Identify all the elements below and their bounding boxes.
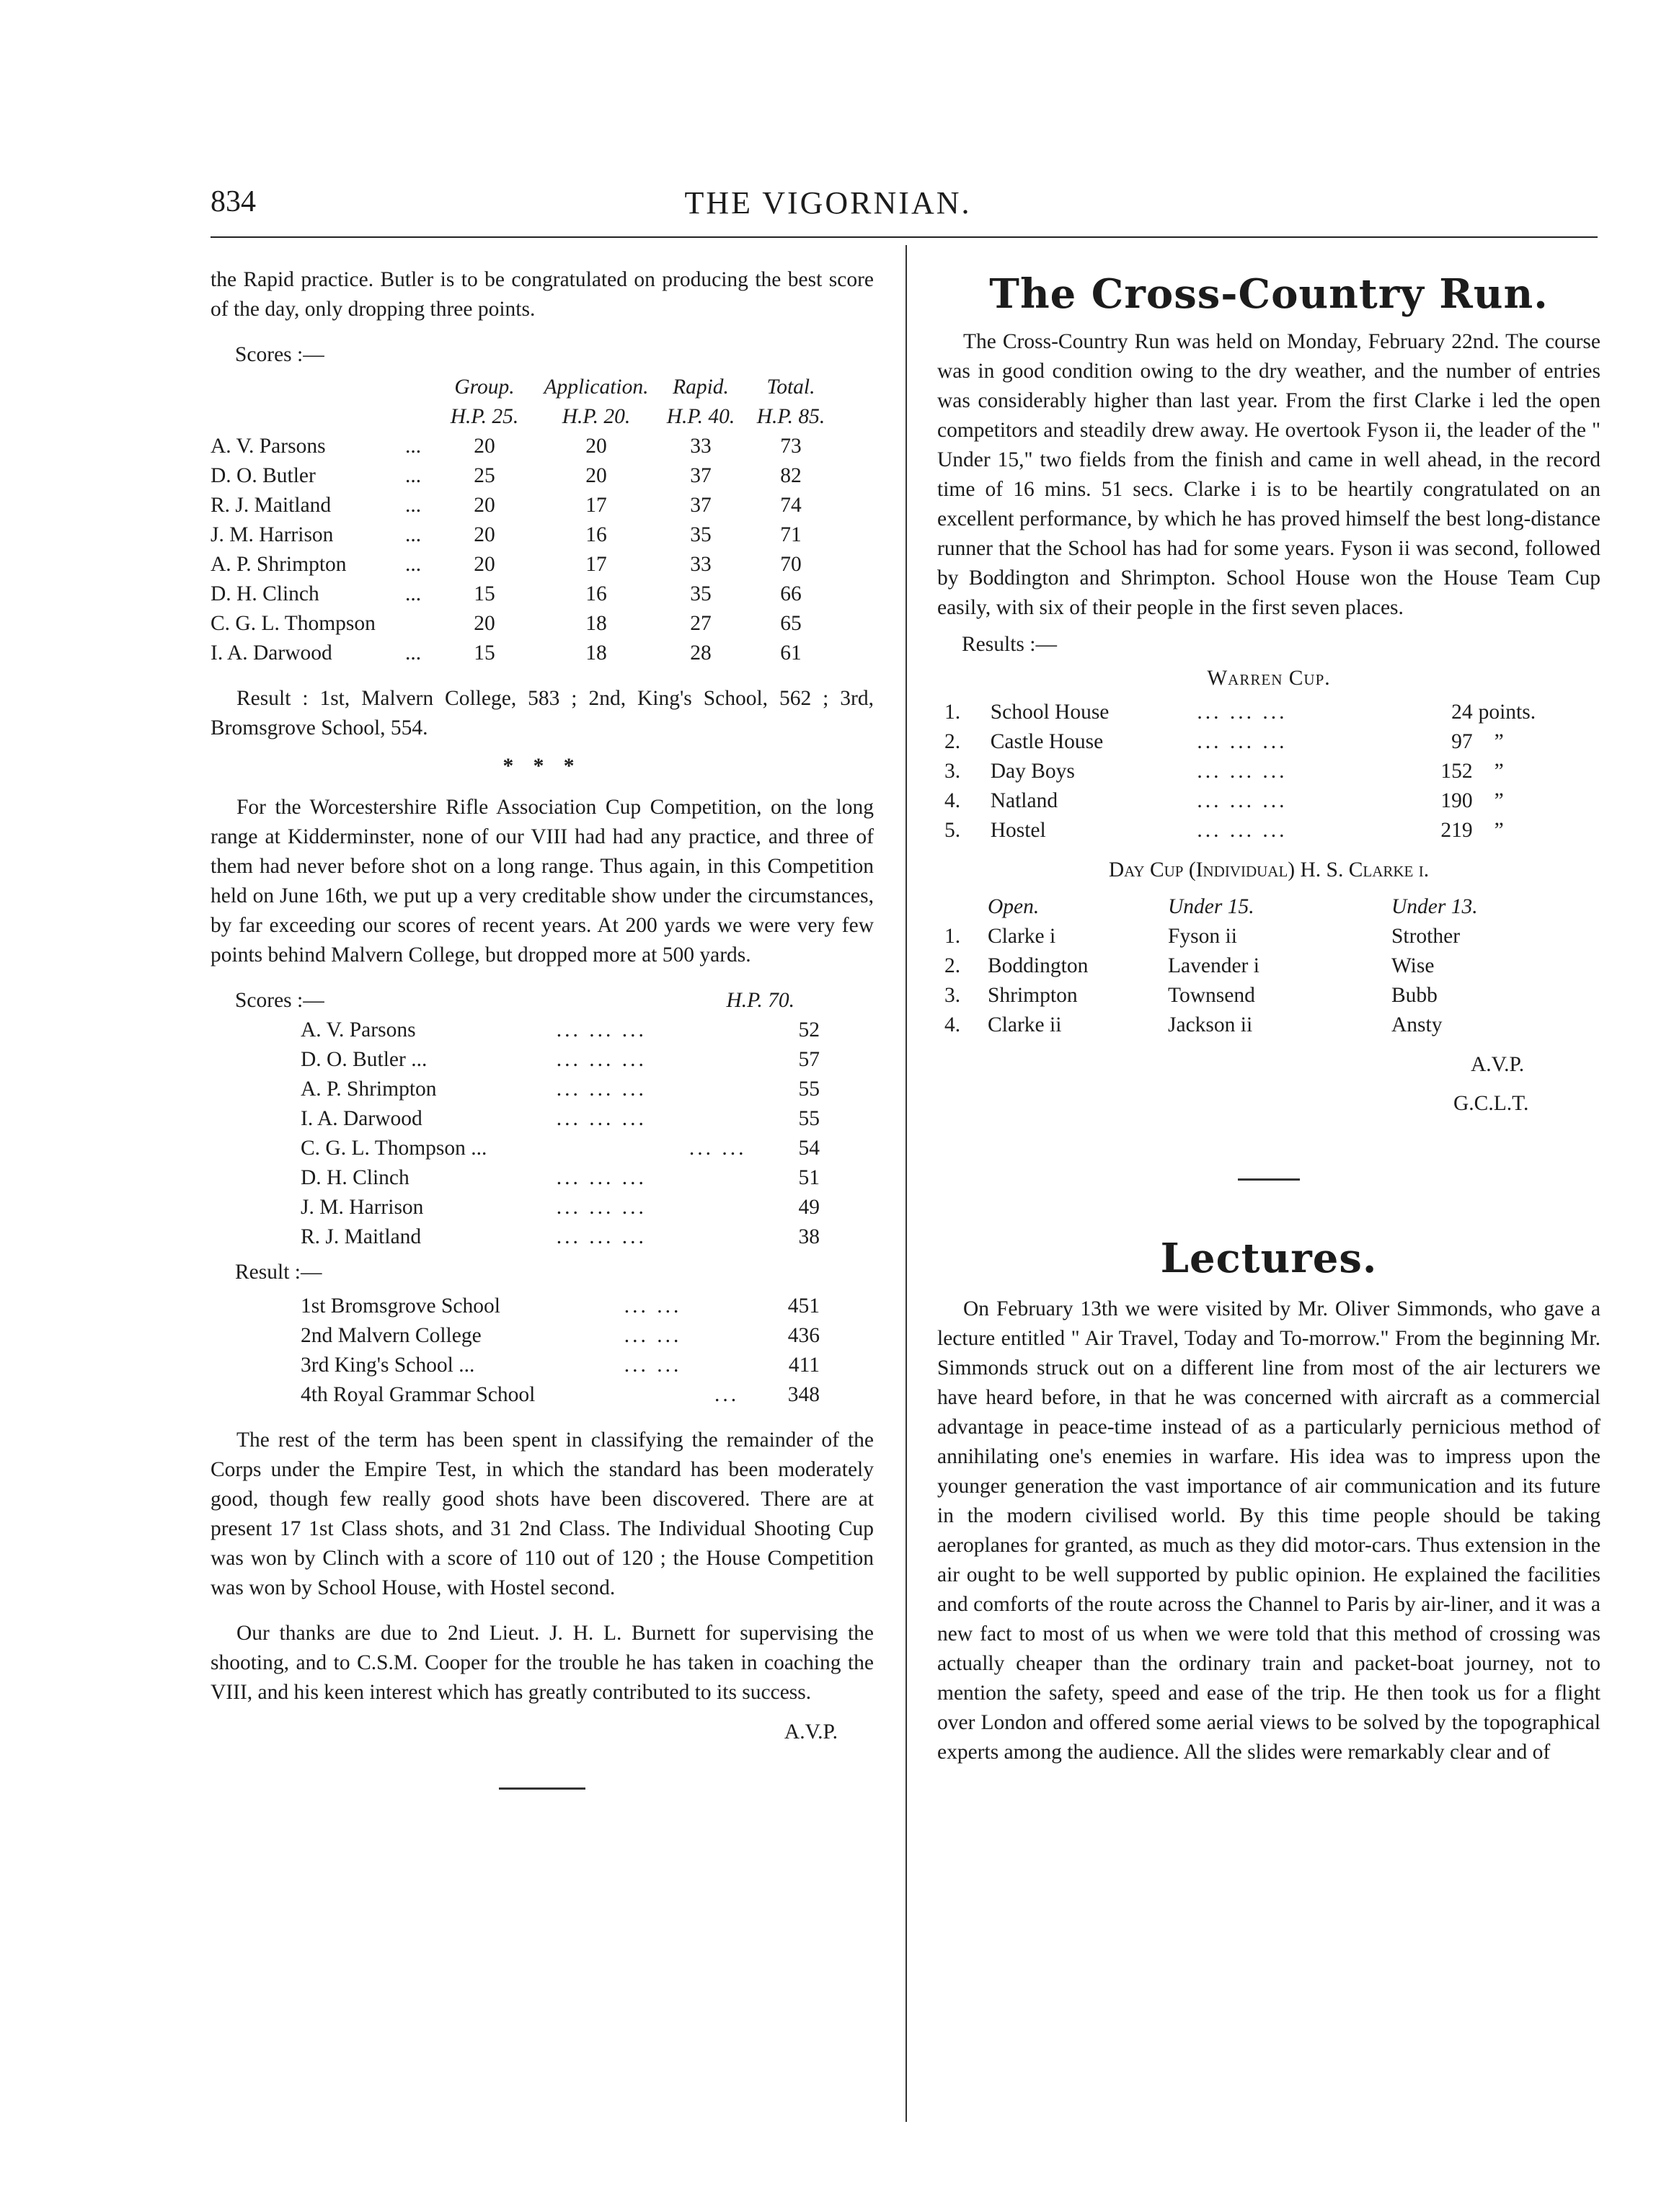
table-row: A. P. Shrimpton ... ... ... 55 [301,1078,820,1101]
warren-cup-title: Warren Cup. [1207,667,1331,690]
signature-avp: A.V.P. [784,1720,838,1744]
table-row: 5. Hostel ... ... ... 219 ” [944,819,1504,842]
right-column [937,268,1600,1767]
table-row: A. V. Parsons ... ... ... 52 [301,1018,820,1041]
table-row: J. M. Harrison ... 20 16 35 71 [211,523,802,546]
cross-country-heading: The Cross-Country Run. [989,270,1549,318]
table-row: 2. Castle House ... ... ... 97 ” [944,730,1504,753]
table-row: 3. Shrimpton Townsend Bubb [944,984,1438,1007]
table-row: 4. Natland ... ... ... 190 ” [944,789,1504,812]
table-row: R. J. Maitland ... ... ... 38 [301,1225,820,1248]
day-cup-table [944,892,1564,1040]
results-label: Results :— [962,633,1057,656]
score-table [211,373,838,668]
table-row: 1. School House ... ... ... 24 points. [944,701,1536,724]
lectures-paragraph: On February 13th we were visited by Mr. Oliver Simmonds, who gave a lecture entitled " Air Travel, Today and To-morrow." From the beginning Mr. Simmonds struck out on a different line from most of the air lecturers we have heard before, in that he was concerned with aircraft as a commercial advantage in peace-time instead of as a particularly pernicious method of annihilating one's enemies in warfare. His idea was to impress upon the younger generation the vast importance of air communication and its future in the modern civilised world. By this time people should be taking aeroplanes for granted, as much as they did motor-cars. Thus extension in the air ought to be well supported by public opinion. He explained the facilities and comforts of the route across the Channel to Paris by air-liner, and it was a new fact to most of us when we were told that this method of crossing was actually cheaper than the ordinary train and packet-boat journey, not to mention the safety, speed and ease of the trip. He then took us for a flight over London and offered some aerial views to be solved by the topographical experts among the audience. All the slides were remarkably clear and of [937,1297,1600,1764]
header-rule [211,236,1598,238]
scores-label: Scores :— [235,343,324,366]
score-table-header [211,373,838,432]
header-rapid: Rapid. H.P. 40. [666,376,735,428]
table-row: C. G. L. Thompson 20 18 27 65 [211,612,802,635]
table-row: I. A. Darwood ... 15 18 28 61 [211,641,802,665]
column-divider [906,245,907,2122]
day-cup-title: Day Cup (Individual) H. S. Clarke i. [1108,858,1430,881]
long-range-scores-header [211,986,838,1016]
cross-country-paragraph: The Cross-Country Run was held on Monday, February 22nd. The course was in good condition owing to the dry weather, and the number of entries was considerably higher than last year. From the first Clarke i led the open competitors and steadily drew away. He overtook Fyson ii, the leader of the " Under 15," two fields from the finish and came in well ahead, in the record time of 16 mins. 51 secs. Clarke i is to be heartily congratulated on an excellent performance, by which he has proved himself the best long-distance runner that the School has had for some years. Fyson ii was second, followed by Boddington and Shrimpton. School House won the House Team Cup easily, with six of their people in the first seven places. [937,330,1600,619]
signature-avp: A.V.P. [1471,1053,1525,1076]
long-range-scores-table [301,1016,820,1252]
worcestershire-paragraph: For the Worcestershire Rifle Association Cup Competition, on the long range at Kidderminster, none of our VIII had had any practice, and three of them had never before shot on a long range. Thus again, in this Competition held on June 16th, we put up a very creditable show under the circumstances, by far exceeding our scores of recent years. At 200 yards we were very few points behind Malvern College, but dropped more at 500 yards. [211,796,874,967]
scores2-label: Scores :— [235,989,324,1012]
section-separator: * * * [502,755,582,778]
table-row: 3. Day Boys ... ... ... 152 ” [944,760,1504,783]
table-row: C. G. L. Thompson ... ... ... 54 [301,1137,820,1160]
long-range-result-table [301,1292,820,1410]
result2-label: Result :— [235,1261,322,1284]
section-rule [1238,1178,1300,1181]
table-row: 1st Bromsgrove School ... ... 451 [301,1294,820,1318]
term-paragraph: The rest of the term has been spent in classifying the remainder of the Corps under the Empire Test, in which the standard has been moderately good, though few really good shots have been discovered. There are at present 17 1st Class shots, and 31 2nd Class. The Individual Shooting Cup was won by Clinch with a score of 110 out of 120 ; the House Competition was won by School House, with Hostel second. [211,1429,874,1599]
table-row: A. P. Shrimpton ... 20 17 33 70 [211,553,802,576]
day-cup-header: Open. Under 15. Under 13. [988,895,1478,918]
signature-gclt: G.C.L.T. [1453,1092,1529,1115]
page-number: 834 [211,185,256,218]
table-row: R. J. Maitland ... 20 17 37 74 [211,494,802,517]
table-row: J. M. Harrison ... ... ... 49 [301,1196,820,1219]
end-rule [499,1787,585,1790]
table-row: 4th Royal Grammar School ... 348 [301,1383,820,1406]
intro-paragraph: the Rapid practice. Butler is to be congratulated on producing the best score of the day, only dropping three points. [211,268,874,321]
table-row: 1. Clarke i Fyson ii Strother [944,925,1461,948]
result-paragraph: Result : 1st, Malvern College, 583 ; 2nd, King's School, 562 ; 3rd, Bromsgrove School, 554. [211,687,874,739]
header-total: Total. H.P. 85. [756,376,825,428]
header-application: Application. H.P. 20. [544,376,649,428]
table-row: 2. Boddington Lavender i Wise [944,954,1435,977]
header-group: Group. H.P. 25. [450,376,519,428]
table-row: D. O. Butler ... ... ... ... 57 [301,1048,820,1071]
table-row: I. A. Darwood ... ... ... 55 [301,1107,820,1130]
left-column [211,265,874,1790]
thanks-paragraph: Our thanks are due to 2nd Lieut. J. H. L. Burnett for supervising the shooting, and to C.S.M. Cooper for the trouble he has taken in coaching the VIII, and his keen interest which has greatly contributed to its success. [211,1622,874,1704]
table-row: D. H. Clinch ... ... ... 51 [301,1166,820,1189]
table-row: 4. Clarke ii Jackson ii Ansty [944,1013,1443,1036]
warren-cup-table [944,698,1564,845]
running-title: THE VIGORNIAN. [684,185,972,221]
table-row: D. H. Clinch ... 15 16 35 66 [211,582,802,605]
table-row: A. V. Parsons ... 20 20 33 73 [211,435,802,458]
lectures-heading: Lectures. [1160,1235,1378,1282]
table-row: D. O. Butler ... 25 20 37 82 [211,464,802,487]
scores2-header: H.P. 70. [726,989,794,1012]
table-row: 3rd King's School ... ... ... 411 [301,1354,820,1377]
table-row: 2nd Malvern College ... ... 436 [301,1324,820,1347]
